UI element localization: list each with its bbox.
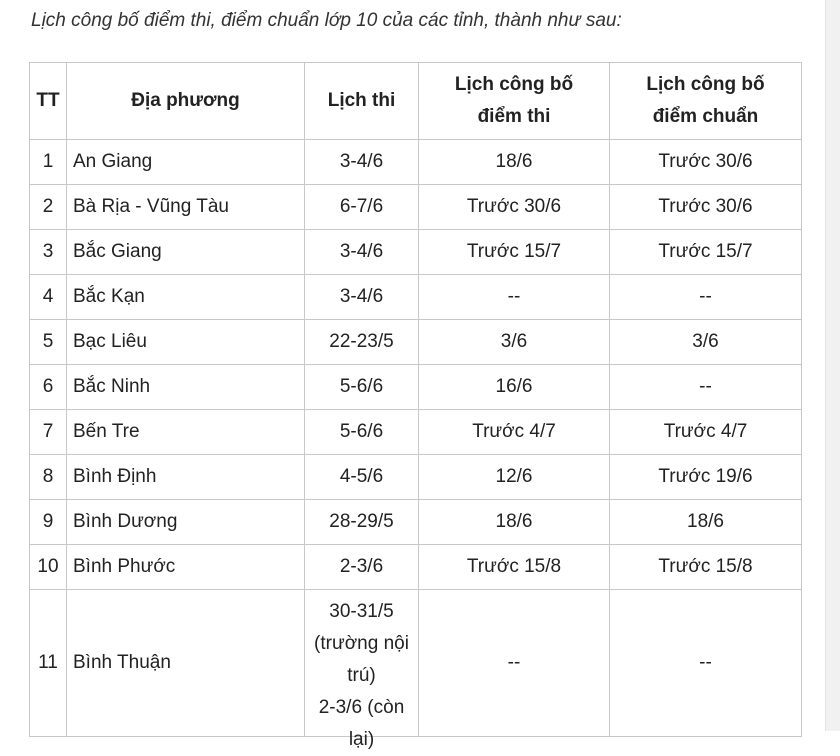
cell-score-schedule: 18/6 (419, 500, 610, 545)
cell-exam-schedule: 3-4/6 (305, 275, 419, 320)
cell-locality: Bà Rịa - Vũng Tàu (67, 185, 305, 230)
cell-locality: Bắc Giang (67, 230, 305, 275)
cell-exam-schedule: 3-4/6 (305, 140, 419, 185)
cell-locality: Bình Phước (67, 545, 305, 590)
cell-benchmark-schedule: 18/6 (610, 500, 802, 545)
exam-line: 2-3/6 (còn (318, 697, 405, 718)
cell-tt: 11 (30, 590, 67, 737)
cell-exam-schedule: 5-6/6 (305, 410, 419, 455)
cell-benchmark-schedule: -- (610, 590, 802, 737)
table-row (30, 590, 802, 737)
cell-benchmark-schedule: -- (610, 275, 802, 320)
cell-score-schedule: Trước 4/7 (419, 410, 610, 455)
cell-exam-schedule: 22-23/5 (305, 320, 419, 365)
cell-exam-schedule (305, 590, 419, 750)
cell-locality: Bình Dương (67, 500, 305, 545)
cell-tt: 6 (30, 365, 67, 410)
cell-locality: Bắc Ninh (67, 365, 305, 410)
cell-benchmark-schedule: Trước 19/6 (610, 455, 802, 500)
exam-line: (trường nội (314, 633, 409, 654)
cell-tt: 8 (30, 455, 67, 500)
cell-score-schedule: 18/6 (419, 140, 610, 185)
exam-lines (305, 590, 418, 750)
table-row (30, 365, 802, 410)
header-bench-line2: điểm chuẩn (652, 106, 759, 127)
table-row (30, 230, 802, 275)
header-score-line1: Lịch công bố (454, 74, 574, 95)
cell-exam-schedule: 3-4/6 (305, 230, 419, 275)
cell-exam-schedule: 2-3/6 (305, 545, 419, 590)
cell-score-schedule: Trước 15/7 (419, 230, 610, 275)
cell-tt: 9 (30, 500, 67, 545)
table-caption: Lịch công bố điểm thi, điểm chuẩn lớp 10 của các tỉnh, thành như sau: (31, 10, 622, 31)
cell-benchmark-schedule: Trước 30/6 (610, 140, 802, 185)
cell-tt: 3 (30, 230, 67, 275)
cell-locality: Bạc Liêu (67, 320, 305, 365)
cell-score-schedule: Trước 30/6 (419, 185, 610, 230)
cell-exam-schedule: 4-5/6 (305, 455, 419, 500)
header-benchmark-schedule (610, 63, 802, 140)
cell-benchmark-schedule: 3/6 (610, 320, 802, 365)
table-row (30, 140, 802, 185)
cell-score-schedule: -- (419, 275, 610, 320)
cell-tt: 4 (30, 275, 67, 320)
cell-tt: 5 (30, 320, 67, 365)
table-row (30, 275, 802, 320)
header-bench-line1: Lịch công bố (646, 74, 765, 95)
cell-score-schedule: 3/6 (419, 320, 610, 365)
cell-benchmark-schedule: Trước 15/7 (610, 230, 802, 275)
cell-locality: Bắc Kạn (67, 275, 305, 320)
cell-locality: An Giang (67, 140, 305, 185)
table-row (30, 455, 802, 500)
header-locality: Địa phương (67, 63, 305, 140)
cell-exam-schedule: 5-6/6 (305, 365, 419, 410)
table-row (30, 500, 802, 545)
exam-schedule-table (29, 62, 802, 750)
cell-score-schedule: Trước 15/8 (419, 545, 610, 590)
header-exam-schedule: Lịch thi (305, 63, 419, 140)
scrollbar-track[interactable] (825, 0, 840, 731)
table-row (30, 320, 802, 365)
exam-line: 30-31/5 (329, 601, 394, 622)
cell-exam-schedule: 6-7/6 (305, 185, 419, 230)
cell-tt: 2 (30, 185, 67, 230)
cell-locality: Bình Định (67, 455, 305, 500)
cell-tt: 10 (30, 545, 67, 590)
exam-line: trú) (347, 665, 376, 686)
cell-score-schedule: 12/6 (419, 455, 610, 500)
cell-benchmark-schedule: -- (610, 365, 802, 410)
cell-benchmark-schedule: Trước 15/8 (610, 545, 802, 590)
header-score-schedule (419, 63, 610, 140)
cell-locality: Bến Tre (67, 410, 305, 455)
cell-score-schedule: -- (419, 590, 610, 737)
header-tt: TT (30, 63, 67, 140)
cell-tt: 1 (30, 140, 67, 185)
header-score-line2: điểm thi (477, 106, 551, 127)
cell-benchmark-schedule: Trước 30/6 (610, 185, 802, 230)
table-row (30, 410, 802, 455)
cell-locality: Bình Thuận (67, 590, 305, 737)
cell-exam-schedule: 28-29/5 (305, 500, 419, 545)
table-row (30, 185, 802, 230)
exam-line: lại) (348, 729, 375, 750)
cell-score-schedule: 16/6 (419, 365, 610, 410)
table-header-row (30, 63, 802, 140)
cell-benchmark-schedule: Trước 4/7 (610, 410, 802, 455)
table-row (30, 545, 802, 590)
cell-tt: 7 (30, 410, 67, 455)
